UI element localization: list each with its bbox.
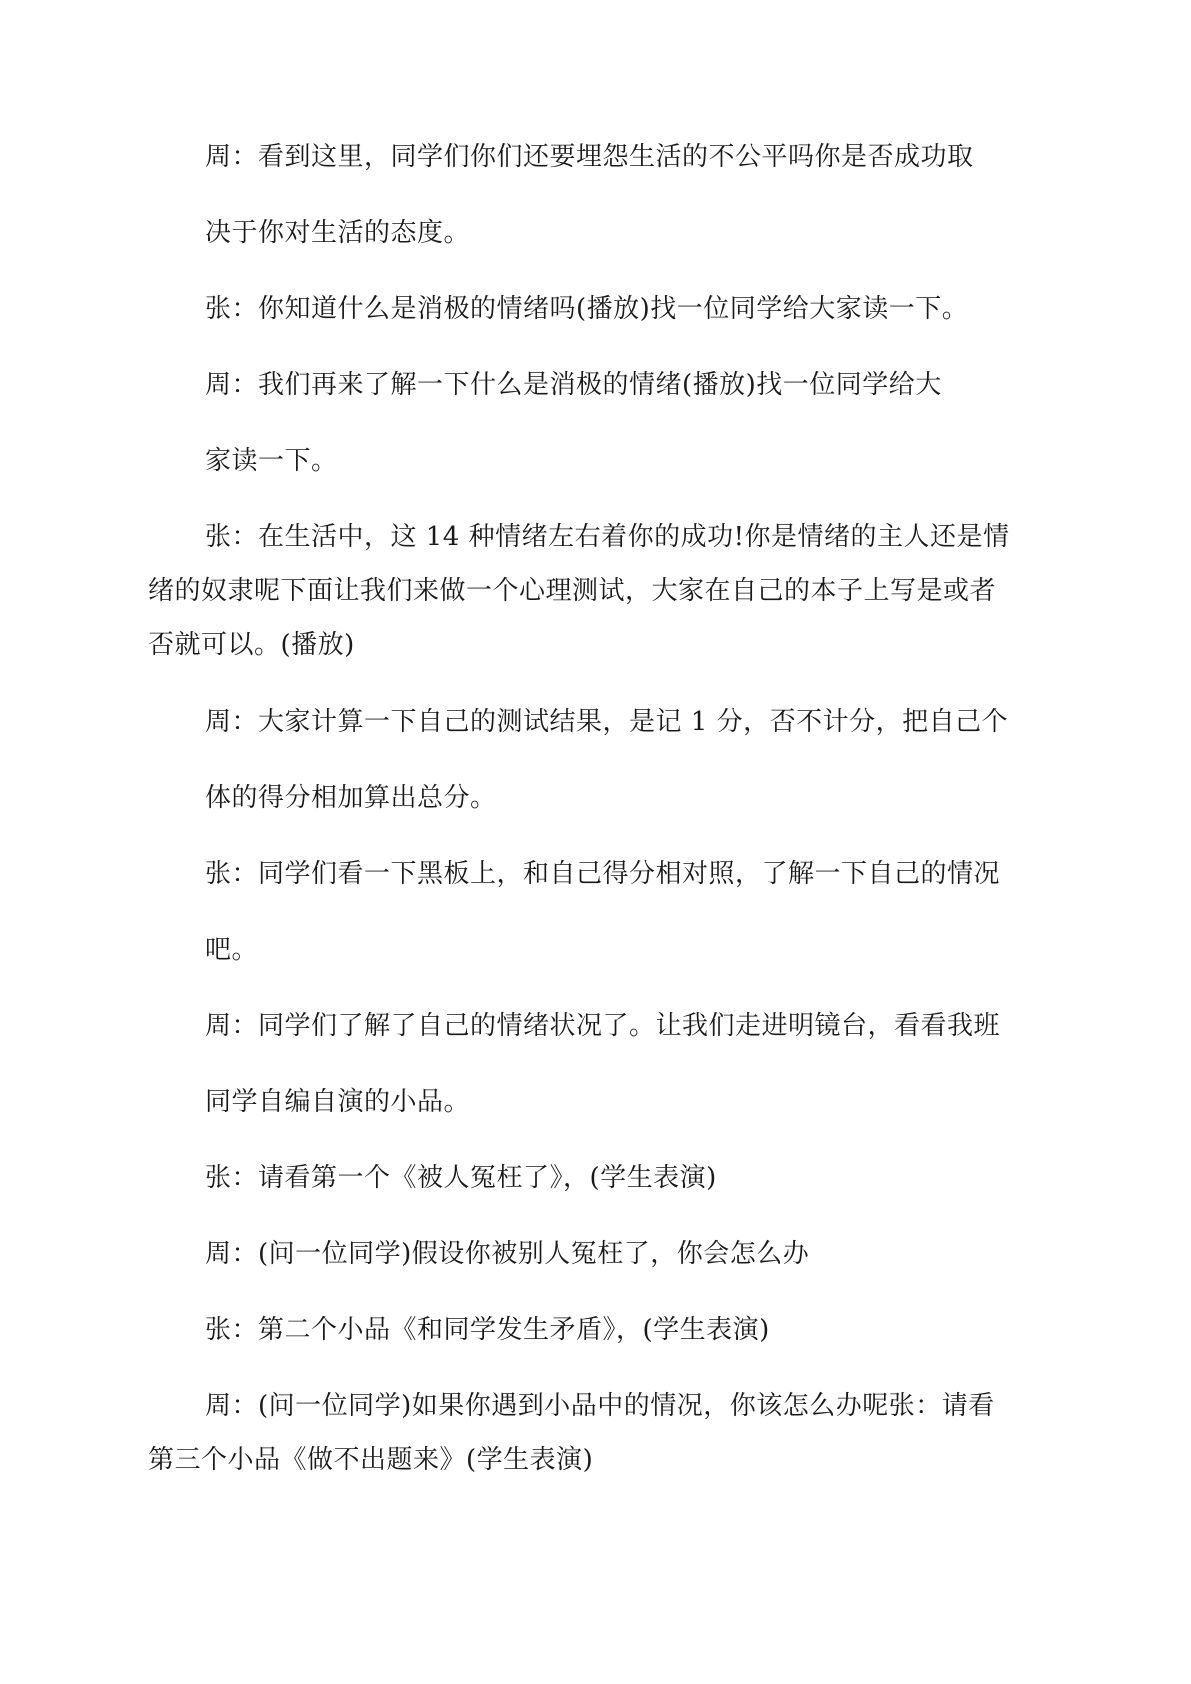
- dialogue-line: 周：看到这里，同学们你们还要埋怨生活的不公平吗你是否成功取: [205, 142, 974, 172]
- dialogue-line: 张：第二个小品《和同学发生矛盾》，(学生表演): [205, 1315, 770, 1345]
- dialogue-line: 张：你知道什么是消极的情绪吗(播放)找一位同学给大家读一下。: [205, 294, 969, 324]
- dialogue-line: 周：大家计算一下自己的测试结果，是记 1 分，否不计分，把自己个: [205, 707, 1009, 737]
- dialogue-line: 张：请看第一个《被人冤枉了》，(学生表演): [205, 1163, 717, 1193]
- dialogue-line: 同学自编自演的小品。: [205, 1087, 471, 1117]
- dialogue-line: 决于你对生活的态度。: [205, 218, 471, 248]
- dialogue-line: 周：(问一位同学)假设你被别人冤枉了，你会怎么办: [205, 1239, 810, 1269]
- dialogue-line: 否就可以。(播放): [148, 630, 355, 660]
- dialogue-line: 家读一下。: [205, 446, 338, 476]
- dialogue-line: 周：同学们了解了自己的情绪状况了。让我们走进明镜台，看看我班: [205, 1011, 1001, 1041]
- dialogue-line: 张：在生活中，这 14 种情绪左右着你的成功!你是情绪的主人还是情: [205, 522, 1010, 552]
- dialogue-line: 绪的奴隶呢下面让我们来做一个心理测试，大家在自己的本子上写是或者: [148, 576, 997, 606]
- dialogue-line: 吧。: [205, 935, 259, 965]
- dialogue-line: 张：同学们看一下黑板上，和自己得分相对照，了解一下自己的情况: [205, 859, 1001, 889]
- dialogue-line: 第三个小品《做不出题来》(学生表演): [148, 1445, 594, 1475]
- dialogue-line: 体的得分相加算出总分。: [205, 783, 497, 813]
- dialogue-line: 周：(问一位同学)如果你遇到小品中的情况，你该怎么办呢张：请看: [205, 1391, 995, 1421]
- dialogue-line: 周：我们再来了解一下什么是消极的情绪(播放)找一位同学给大: [205, 370, 942, 400]
